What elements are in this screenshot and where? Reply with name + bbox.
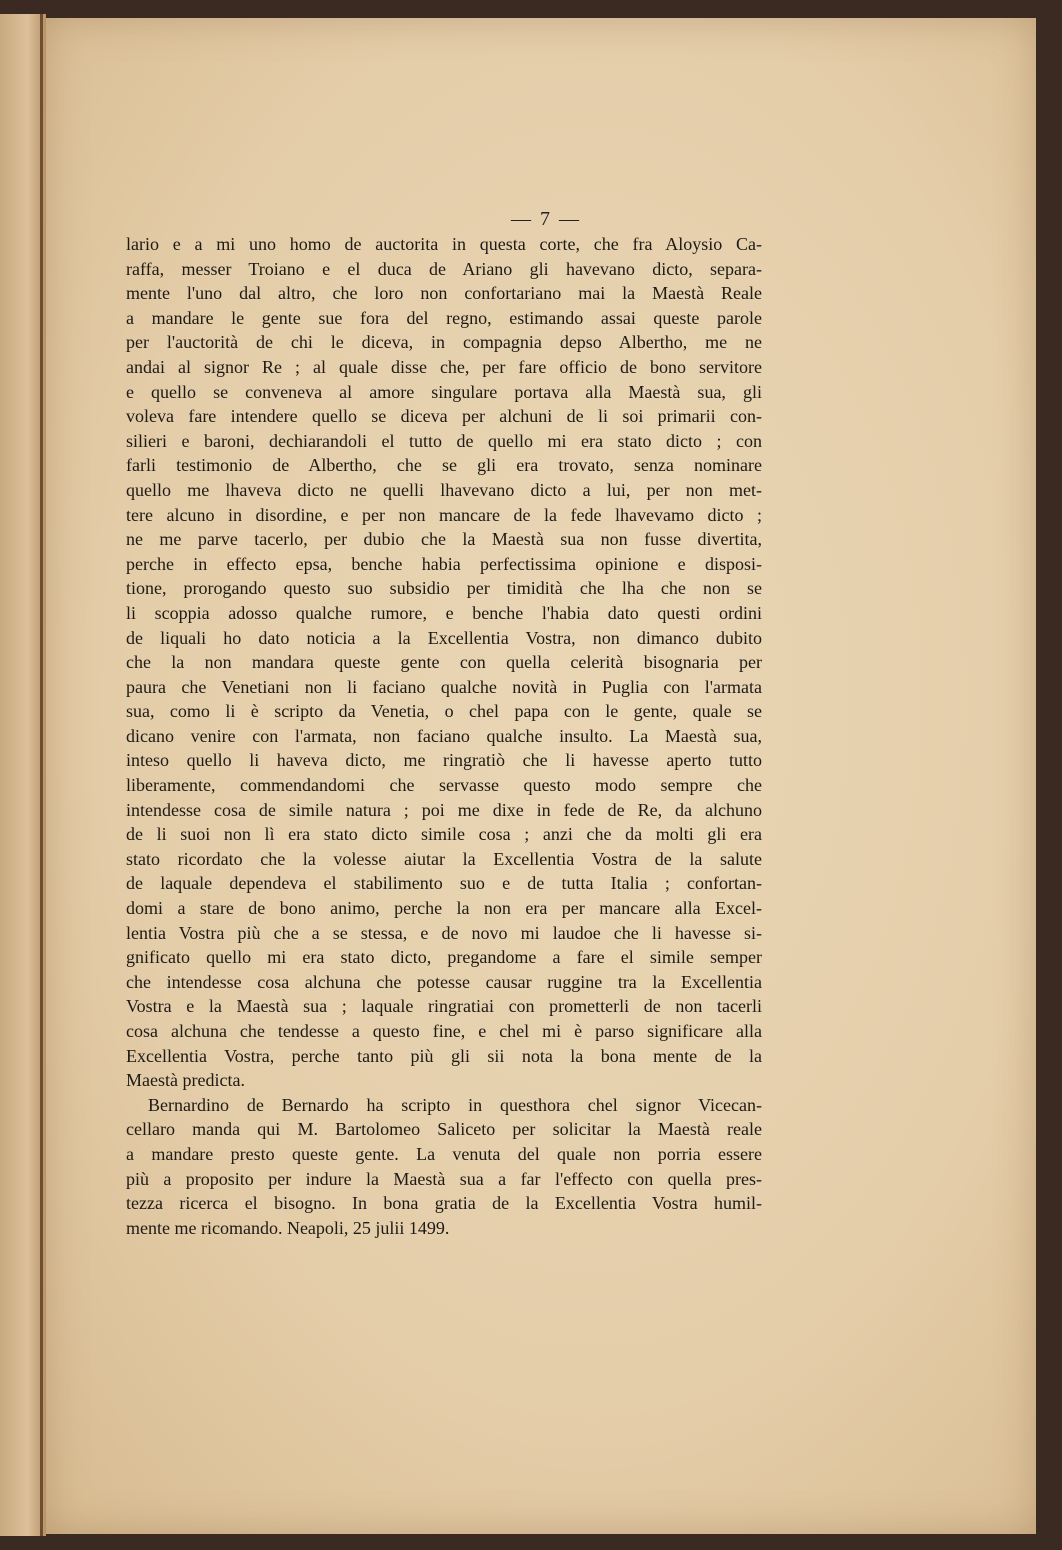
text-line: li scoppia adosso qualche rumore, e benche l'habia dato questi ordini [126,602,762,623]
text-line: per l'auctorità de chi le diceva, in compagnia depso Albertho, me ne [126,332,762,353]
text-line: de laquale dependeva el stabilimento suo e de tutta Italia ; confortan- [126,873,762,894]
text-line: e quello se conveneva al amore singulare portava alla Maestà sua, gli [126,381,762,402]
text-line: intendesse cosa de simile natura ; poi me dixe in fede de Re, da alchuno [126,799,762,820]
text-line: Bernardino de Bernardo ha scripto in questhora chel signor Vicecan- [148,1094,762,1115]
text-line: a mandare le gente sue fora del regno, estimando assai queste parole [126,307,762,328]
text-line: che la non mandara queste gente con quella celerità bisognaria per [126,652,762,673]
text-line: domi a stare de bono animo, perche la non era per mancare alla Excel- [126,898,762,919]
text-line: cosa alchuna che tendesse a questo fine, e chel mi è parso significare alla [126,1021,762,1041]
text-line: gnificato quello mi era stato dicto, pregandome a fare el simile semper [126,947,762,968]
text-line: inteso quello li haveva dicto, me ringratiò che li havesse aperto tutto [126,750,762,771]
text-line: farli testimonio de Albertho, che se gli era trovato, senza nominare [126,455,762,476]
text-line: paura che Venetiani non li faciano qualche novità in Puglia con l'armata [126,676,762,697]
paragraph-1 [126,232,762,1093]
text-line: più a proposito per indure la Maestà sua a far l'effecto con quella pres- [126,1168,762,1189]
text-line: andai al signor Re ; al quale disse che, per fare officio de bono servitore [126,356,762,377]
page-number: — 7 — [511,208,581,230]
text-line: Maestà predicta. [126,1070,245,1091]
text-line: perche in effecto epsa, benche habia perfectissima opinione e disposi- [126,553,762,574]
text-line: silieri e baroni, dechiarandoli el tutto de quello mi era stato dicto ; con [126,430,762,451]
text-line: voleva fare intendere quello se diceva per alchuni de li soi primarii con- [126,406,762,427]
text-line: stato ricordato che la volesse aiutar la Excellentia Vostra de la salute [126,848,762,869]
text-line: liberamente, commendandomi che servasse questo modo sempre che [126,775,762,796]
text-line: ne me parve tacerlo, per dubio che la Maestà sua non fusse divertita, [126,529,762,550]
text-line: tezza ricerca el bisogno. In bona gratia de la Excellentia Vostra humil- [126,1193,762,1214]
text-line: mente l'uno dal altro, che loro non confortariano mai la Maestà Reale [126,283,762,304]
text-line: cellaro manda qui M. Bartolomeo Saliceto per solicitar la Maestà reale [126,1119,762,1140]
text-line: Vostra e la Maestà sua ; laquale ringratiai con prometterli de non tacerli [126,996,762,1017]
text-line: tione, prorogando questo suo subsidio per timidità che lha che non se [126,578,762,599]
text-line: quello me lhaveva dicto ne quelli lhavevano dicto a lui, per non met- [126,479,762,500]
binding-line [40,14,43,1536]
text-line: dicano venire con l'armata, non faciano qualche insulto. La Maestà sua, [126,725,762,746]
text-line: lario e a mi uno homo de auctorita in questa corte, che fra Aloysio Ca- [126,234,762,254]
text-line: a mandare presto queste gente. La venuta del quale non porria essere [126,1143,762,1164]
paragraph-2 [126,1093,762,1241]
text-line: che intendesse cosa alchuna che potesse causar ruggine tra la Excellentia [126,971,762,992]
text-line: Excellentia Vostra, perche tanto più gli sii nota la bona mente de la [126,1045,762,1066]
body-text [126,232,762,1240]
text-line: de li suoi non lì era stato dicto simile cosa ; anzi che da molti gli era [126,824,762,845]
text-line: mente me ricomando. Neapoli, 25 julii 1499. [126,1217,450,1238]
text-line: lentia Vostra più che a se stessa, e de novo mi laudoe che li havesse si- [126,922,762,943]
text-line: raffa, messer Troiano e el duca de Ariano gli havevano dicto, separa- [126,258,762,279]
text-line: sua, como li è scripto da Venetia, o chel papa con le gente, quale se [126,701,762,722]
text-line: de liquali ho dato noticia a la Excellentia Vostra, non dimanco dubito [126,627,762,648]
text-line: tere alcuno in disordine, e per non mancare de la fede lhavevamo dicto ; [126,504,762,525]
